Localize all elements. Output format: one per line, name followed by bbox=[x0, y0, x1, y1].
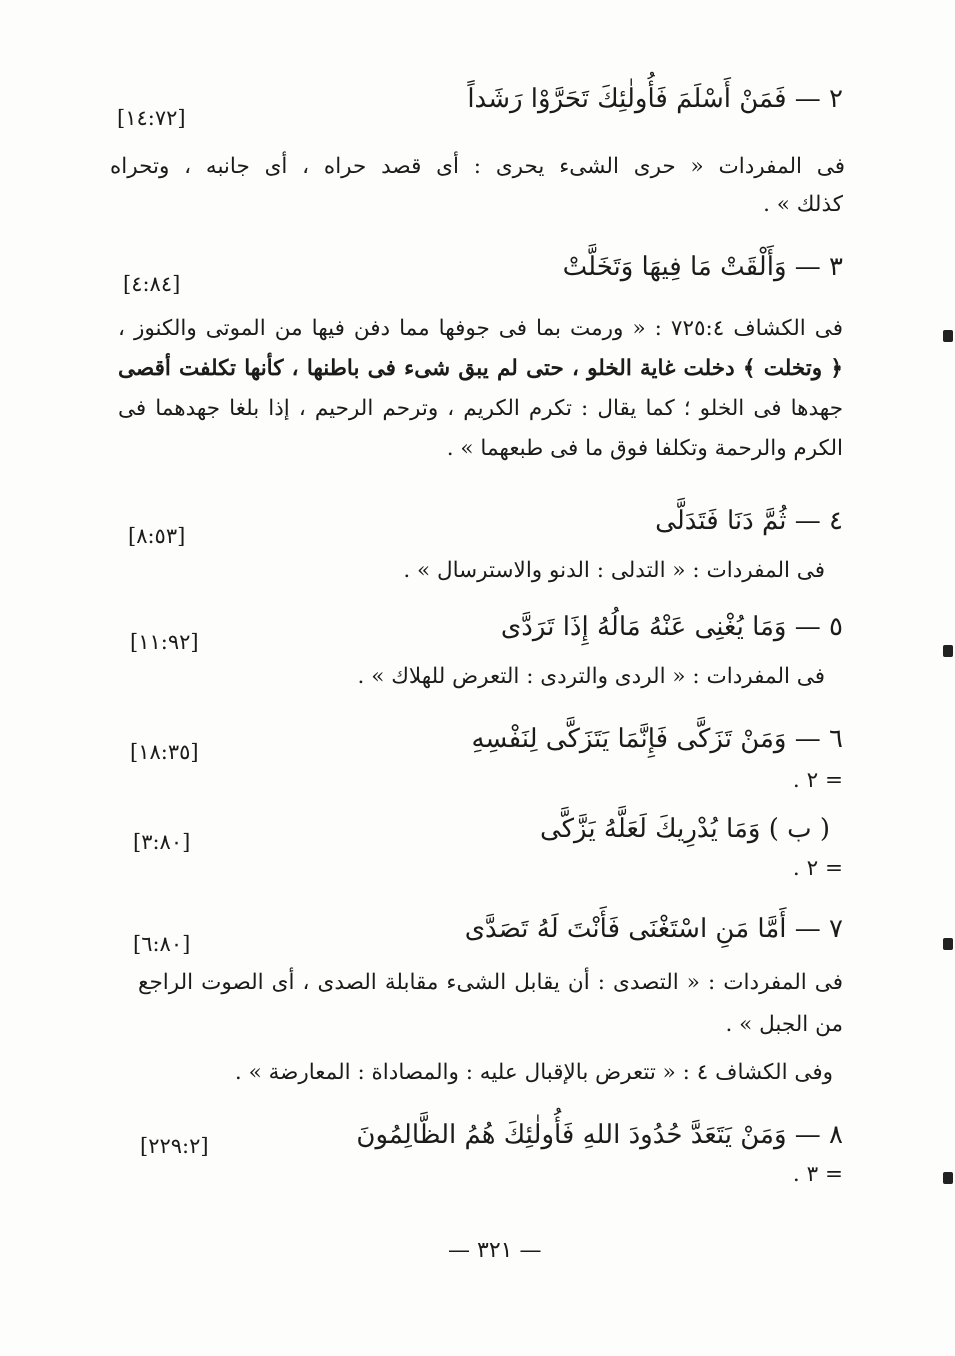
verse-reference: [٨:٥٣] bbox=[128, 524, 186, 548]
verse-reference: [٢٢٩:٢] bbox=[140, 1134, 209, 1158]
commentary-line: وفى الكشاف ٤ : « تتعرض بالإقبال عليه : والمصاداة : المعارضة » . bbox=[234, 1060, 833, 1085]
commentary-line: جهدها فى الخلو ؛ كما يقال : تكرم الكريم ، وترحم الرحيم ، إذا بلغا جهدهما فى bbox=[118, 396, 843, 421]
scan-mark bbox=[943, 1172, 953, 1184]
verse-line: ٦ — وَمَنْ تَزَكَّى فَإِنَّمَا يَتَزَكَّى لِنَفْسِهِ bbox=[471, 724, 843, 754]
verse-reference: [٣:٨٠] bbox=[133, 830, 191, 854]
scan-mark bbox=[943, 645, 953, 657]
verse-line: ٢ — فَمَنْ أَسْلَمَ فَأُولٰئِكَ تَحَرَّوْا رَشَداً bbox=[467, 84, 843, 114]
commentary-line: = ٣ . bbox=[792, 1162, 843, 1187]
verse-reference: [١٨:٣٥] bbox=[130, 740, 199, 764]
commentary-line: كذلك » . bbox=[763, 192, 843, 217]
verse-line: ٥ — وَمَا يُغْنِى عَنْهُ مَالُهُ إِذَا تَرَدَّى bbox=[500, 612, 843, 642]
commentary-line: = ٢ . bbox=[792, 768, 843, 793]
commentary-line: من الجبل » . bbox=[725, 1012, 843, 1037]
commentary-line: فى المفردات « حرى الشىء يحرى : أى قصد حراه ، أى جانبه ، وتحراه bbox=[110, 154, 845, 179]
commentary-line: فى الكشاف ٧٢٥:٤ : « ورمت بما فى جوفها مما دفن فيها من الموتى والكنوز ، bbox=[118, 316, 843, 341]
page-number: — ٣٢١ — bbox=[448, 1238, 542, 1263]
verse-reference: [٦:٨٠] bbox=[133, 932, 191, 956]
commentary-line: = ٢ . bbox=[792, 856, 843, 881]
commentary-line: فى المفردات : « الردى والتردى : التعرض للهلاك » . bbox=[357, 664, 825, 689]
commentary-line: فى المفردات : « التصدى : أن يقابل الشىء مقابلة الصدى ، أى الصوت الراجع bbox=[138, 970, 843, 995]
verse-line: ٧ — أَمَّا مَنِ اسْتَغْنَى فَأَنْتَ لَهُ تَصَدَّى bbox=[464, 914, 843, 944]
scan-mark bbox=[943, 330, 953, 342]
commentary-line: فى المفردات : « التدلى : الدنو والاسترسال » . bbox=[403, 558, 825, 583]
commentary-line: ﴿ وتخلت ﴾ دخلت غاية الخلو ، حتى لم يبق شىء فى باطنها ، كأنها تكلفت أقصى bbox=[118, 356, 843, 381]
verse-reference: [١٤:٧٢] bbox=[117, 106, 186, 130]
verse-line: ( ب ) وَمَا يُدْرِيكَ لَعَلَّهُ يَزَّكَّى bbox=[540, 814, 830, 844]
verse-line: ٣ — وَأَلْقَتْ مَا فِيهَا وَتَخَلَّتْ bbox=[562, 252, 843, 282]
commentary-line: الكرم والرحمة وتكلفا فوق ما فى طبعهما » . bbox=[446, 436, 843, 461]
scan-mark bbox=[943, 938, 953, 950]
verse-line: ٨ — وَمَنْ يَتَعَدَّ حُدُودَ اللهِ فَأُولٰئِكَ هُمُ الظَّالِمُونَ bbox=[356, 1120, 843, 1150]
verse-reference: [٤:٨٤] bbox=[123, 272, 181, 296]
verse-line: ٤ — ثُمَّ دَنَا فَتَدَلَّى bbox=[655, 506, 843, 536]
verse-reference: [١١:٩٢] bbox=[130, 630, 199, 654]
